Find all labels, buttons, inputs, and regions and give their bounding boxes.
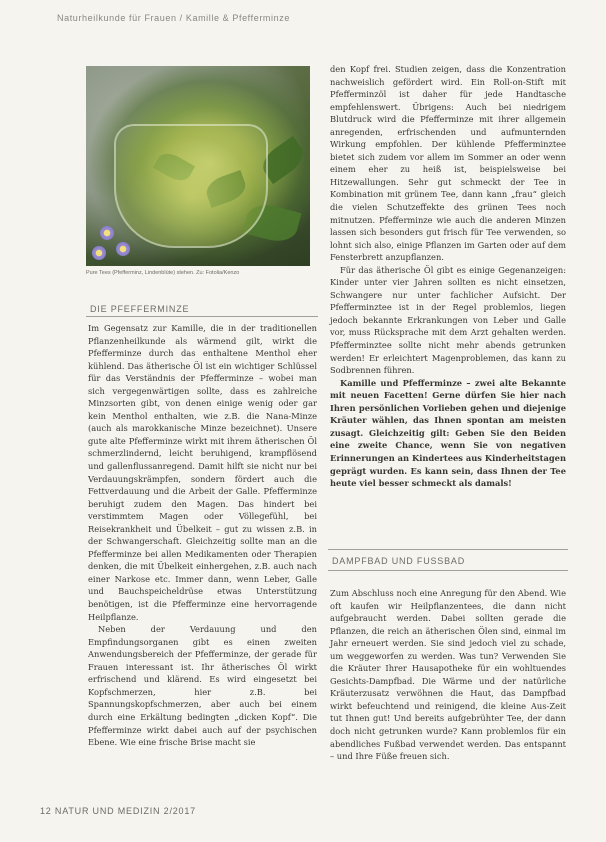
summary-paragraph: Kamille und Pfefferminze – zwei alte Bekannte mit neuen Facetten! Gerne dürfen Sie hier nach Ihren persönlichen Vorlieben gehen und diejenige Kräuter wählen, das Ihnen spontan am meisten zusagt. Gleichzeitig gilt: Geben Sie den Beiden eine zweite Chance, wenn Sie von negativen Erinnerungen an Kindertees aus Kinderheitstagen geprägt wurden. Es kann sein, dass Ihnen der Tee heute viel besser schmeckt als damals! — [330, 377, 566, 489]
tea-photo — [86, 66, 310, 266]
running-header: Naturheilkunde für Frauen / Kamille & Pfefferminze — [57, 13, 290, 23]
page-footer: 12 NATUR UND MEDIZIN 2/2017 — [40, 806, 196, 816]
body-paragraph: Neben der Verdauung und den Empfindungsorganen gibt es einen zweiten Anwendungsbereich der Pfefferminze, der gerade für Frauen interessant ist. Ihr ätherisches Öl wirkt erfrischend und klärend. Es wird eingesetzt bei Kopfschmerzen, hier z.B. bei Spannungskopfschmerzen, aber auch bei einem durch eine Erkältung bedingten „dicken Kopf“. Die Pfefferminze wirkt dabei auch auf der psychischen Ebene. Wie eine frische Brise macht sie — [88, 624, 317, 748]
flower-decoration — [92, 246, 106, 260]
photo-caption: Pure Tees (Pfefferminz, Lindenblüte) stehen. Zu: Fotolia/Kenzo — [86, 270, 240, 276]
column-right-top — [330, 63, 566, 490]
flower-decoration — [116, 242, 130, 256]
body-paragraph: Zum Abschluss noch eine Anregung für den Abend. Wie oft kaufen wir Heilpflanzentees, die dann nicht aufgebraucht werden. Dabei sollten gerade die Pflanzen, die reich an ätherischen Ölen sind, einmal im Jahr erneuert werden. Sie sind jedoch viel zu schade, um weggeworfen zu werden. Was tun? Verwenden Sie die Kräuter Ihrer Hausapotheke für ein wohltuendes Gesichts-Dampfbad. Die Wärme und der natürliche Kräuterzusatz verwöhnen die Haut, das Dampfbad wirkt befeuchtend und reinigend, die kleine Aus-Zeit tut Ihnen gut! Und bereits aufgebrühter Tee, der dann doch nicht getrunken wurde? Kann problemlos für ein abendliches Fußbad verwendet werden. Das entspannt – und Ihre Füße freuen sich. — [330, 588, 566, 762]
glass-cup — [114, 124, 268, 248]
flower-decoration — [100, 226, 114, 240]
section-rule — [328, 549, 568, 550]
column-left — [88, 322, 317, 749]
body-paragraph: Im Gegensatz zur Kamille, die in der traditionellen Pflanzenheilkunde als wärmend gilt, wirkt die Pfefferminze durch das enthaltene Menthol eher kühlend. Das ätherische Öl ist ein wichtiger Schlüssel für das Verständnis der Pfefferminze – wobei man sich vergegenwärtigen sollte, dass es zahlreiche Minzsorten gibt, von denen einige wenig oder gar kein Menthol enthalten, wie z.B. die Nana-Minze (auch als marokkanische Minze bezeichnet). Unsere gute alte Pfefferminze wirkt mit ihrem ätherischen Öl schmerzlindernd, leicht beruhigend, krampflösend und gallenflussanregend. Damit hilft sie nicht nur bei Verdauungskrämpfen, sondern fördert auch die Fettverdauung und die Arbeit der Galle. Pfefferminze beruhigt zudem den Magen. Das hindert bei verstimmtem Magen oder Völlegefühl, bei Reisekrankheit und Übelkeit – gut zu wissen z.B. in der Schwangerschaft. Gleichzeitig sollte man an die Pfefferminze bei allen Medikamenten oder Therapien denken, die mit Übelkeit einhergehen, z.B. auch nach einer Narkose etc. Immer dann, wenn Leber, Galle und Bauchspeicheldrüse etwas Unterstützung benötigen, ist die Pfefferminze eine hervorragende Heilpflanze. — [88, 323, 317, 622]
section-title-dampfbad: DAMPFBAD UND FUSSBAD — [332, 556, 466, 566]
column-right-bottom — [330, 587, 566, 763]
body-paragraph: Für das ätherische Öl gibt es einige Gegenanzeigen: Kinder unter vier Jahren sollten es nicht einsetzen, Schwangere nur unter fachlicher Aufsicht. Der Pfefferminztee ist in der Regel problemlos, liegen jedoch bekannte Erkrankungen von Leber und Galle vor, muss Rücksprache mit dem Arzt gehalten werden. Pfefferminztee sollte nicht mehr abends getrunken werden! Er erleichtert Magenproblemen, das kann zu Sodbrennen führen. — [330, 264, 566, 376]
section-rule — [328, 570, 568, 571]
section-rule — [86, 316, 318, 317]
section-title-pfefferminze: DIE PFEFFERMINZE — [90, 304, 190, 314]
body-paragraph: den Kopf frei. Studien zeigen, dass die Konzentration nachweislich gefördert wird. Ein Roll-on-Stift mit Pfefferminzöl ist daher für jede Handtasche empfehlenswert. Übrigens: Auch bei niedrigem Blutdruck wird die Pfefferminze mit ihrer allgemein anregenden, erfrischenden und aufmunternden Wirkung empfohlen. Der kühlende Pfefferminztee bietet sich zudem vor allem im Sommer an oder wenn einem eher zu heiß ist, beispielsweise bei Hitzewallungen. Sehr gut schmeckt der Tee in Kombination mit grünem Tee, dann kann „frau“ gleich die vielen Schutzeffekte des grünen Tees noch mitnutzen. Pfefferminze wie auch die anderen Minzen lassen sich besonders gut frisch für Tee verwenden, so lohnt sich also, einige Pflanzen im Garten oder auf dem Fensterbrett anzupflanzen. — [330, 64, 566, 263]
